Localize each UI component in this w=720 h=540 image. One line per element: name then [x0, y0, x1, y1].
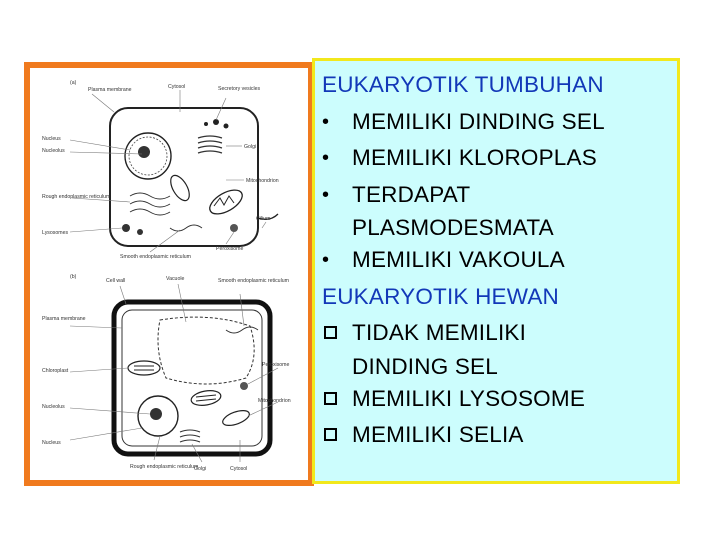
label-b-vacuole: Vacuole: [166, 276, 185, 282]
animal-peroxisome: [230, 224, 238, 232]
plant-point-text: MEMILIKI DINDING SEL: [352, 108, 605, 134]
bullet-icon: •: [322, 110, 330, 133]
animal-rough-er: [130, 193, 170, 215]
label-b-nucleolus: Nucleolus: [42, 404, 65, 410]
plant-point-kloroplas: [322, 140, 671, 177]
label-b-golgi: Golgi: [194, 466, 207, 472]
animal-point-text: TIDAK MEMILIKI: [352, 320, 527, 345]
plant-nucleolus: [150, 408, 162, 420]
label-a-plasma-membrane: Plasma membrane: [88, 87, 132, 93]
animal-point-text: MEMILIKI LYSOSOME: [352, 385, 586, 411]
checkbox-bullet-icon: [324, 428, 337, 441]
label-a-cytosol: Cytosol: [168, 84, 186, 90]
comparison-text-panel: [312, 58, 680, 484]
animal-secretory-vesicles: [204, 119, 229, 129]
label-b-nucleus: Nucleus: [42, 440, 61, 446]
label-a-nucleus: Nucleus: [42, 136, 61, 142]
label-b-plasma-membrane: Plasma membrane: [42, 316, 86, 322]
label-b-smooth-er: Smooth endoplasmic reticulum: [218, 278, 289, 284]
plant-peroxisome: [240, 382, 248, 390]
label-b-cytosol: Cytosol: [230, 466, 248, 472]
panel-b-tag: (b): [70, 274, 77, 280]
plant-point-text: MEMILIKI KLOROPLAS: [352, 145, 597, 170]
label-a-rough-er: Rough endoplasmic reticulum: [42, 194, 111, 200]
animal-point-tidak-dinding-sel-continued: DINDING SEL: [352, 353, 498, 379]
bullet-icon: •: [322, 147, 330, 169]
heading-eukaryotik-hewan: EUKARYOTIK HEWAN: [322, 283, 559, 309]
label-a-cilium: Cilium: [256, 216, 271, 222]
animal-nucleolus: [138, 146, 150, 158]
plant-point-text: MEMILIKI VAKOULA: [352, 247, 565, 272]
plant-point-text: TERDAPAT: [352, 181, 471, 207]
animal-point-tidak-dinding-sel: [322, 315, 671, 352]
label-b-peroxisome: Peroxisome: [262, 362, 290, 368]
animal-mitochondrion-2: [167, 172, 193, 203]
animal-point-text: MEMILIKI SELIA: [352, 422, 524, 447]
bullet-icon: •: [322, 183, 330, 206]
label-b-mitochondrion: Mitochondrion: [258, 398, 291, 404]
label-b-rough-er: Rough endoplasmic reticulum: [130, 464, 199, 470]
checkbox-bullet-icon: [324, 392, 337, 405]
label-a-smooth-er: Smooth endoplasmic reticulum: [120, 254, 191, 260]
label-a-golgi: Golgi: [244, 144, 257, 150]
label-a-mitochondrion: Mitochondrion: [246, 178, 279, 184]
label-b-cell-wall: Cell wall: [106, 278, 126, 284]
label-a-peroxisome: Peroxisome: [216, 246, 244, 252]
plant-mitochondrion: [221, 408, 251, 429]
panel-a-tag: (a): [70, 80, 77, 86]
cell-diagram-svg: [30, 68, 308, 480]
heading-eukaryotik-tumbuhan: EUKARYOTIK TUMBUHAN: [322, 72, 604, 97]
animal-lysosomes: [122, 224, 143, 235]
plant-point-dinding-sel: [322, 104, 671, 141]
animal-point-lysosome: [322, 381, 671, 418]
animal-golgi: [198, 136, 222, 153]
plant-vacuole: [158, 317, 254, 384]
cell-diagram-frame: [24, 62, 314, 486]
animal-smooth-er: [170, 225, 202, 231]
checkbox-bullet-icon: [324, 326, 337, 339]
label-a-lysosomes: Lysosomes: [42, 230, 69, 236]
bullet-icon: •: [322, 249, 330, 271]
label-a-secretory-vesicles: Secretory vesicles: [218, 86, 261, 92]
plant-point-vakoula: [322, 242, 671, 279]
plant-golgi: [180, 430, 200, 442]
plant-point-plasmodesmata: [322, 177, 671, 214]
comparison-list: [322, 67, 671, 454]
label-a-nucleolus: Nucleolus: [42, 148, 65, 154]
cell-diagram-figure: [30, 68, 308, 480]
plant-point-plasmodesmata-continued: PLASMODESMATA: [352, 215, 554, 240]
label-b-chloroplast: Chloroplast: [42, 368, 69, 374]
animal-point-selia: [322, 417, 671, 454]
